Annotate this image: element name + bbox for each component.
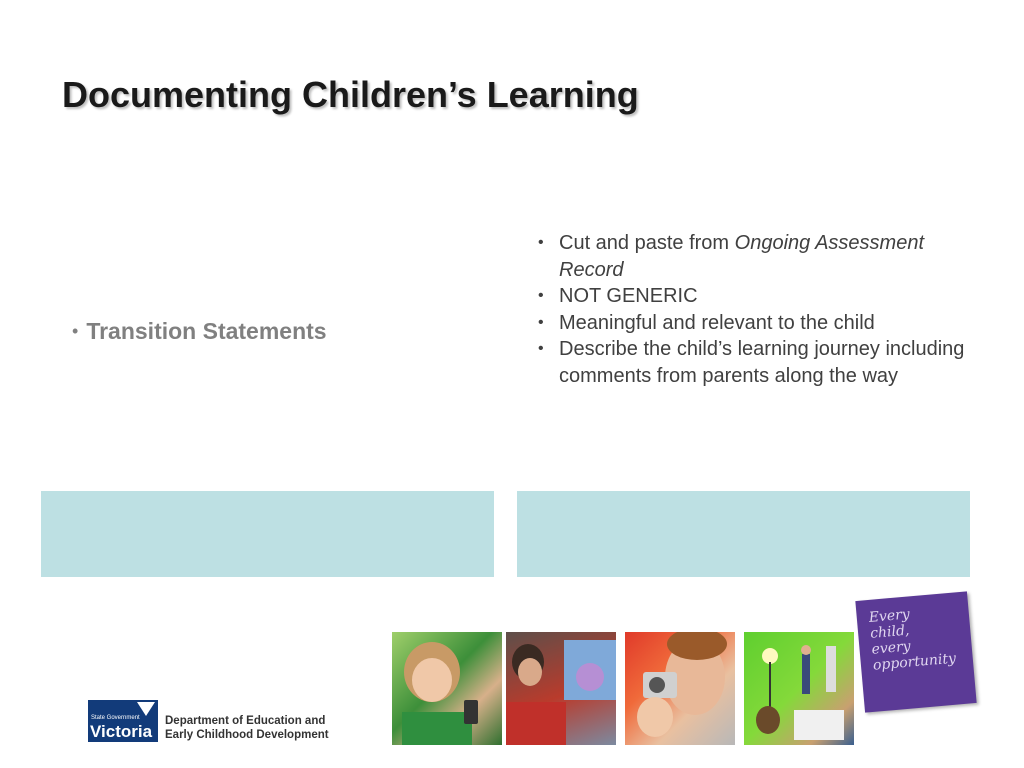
photo-green-screen-studio [744,632,854,745]
photo-green-screen-studio-art [744,632,854,745]
list-item: • NOT GENERIC [538,283,978,310]
emphasis-text: Ongoing Assessment Record [559,232,925,281]
list-item: • Cut and paste from Ongoing Assessment Record [538,230,978,283]
victoria-triangle-icon [137,702,155,716]
left-color-band [41,491,494,577]
left-bullet [72,318,327,345]
photo-boy-with-camera-art [625,632,735,745]
department-logo [88,700,329,744]
bullet-icon: • [72,321,79,341]
victoria-logo-box [88,700,158,742]
left-bullet-text: Transition Statements [86,318,327,344]
photo-boy-with-camera [625,632,735,745]
department-name [165,714,329,742]
department-line-2: Early Childhood Development [165,729,329,741]
right-bullet-list [538,230,978,389]
photo-girl-with-phone-art [392,632,502,745]
tagline-text: Every child, every opportunity [868,606,957,674]
slide-title: Documenting Children’s Learning [62,74,639,115]
right-color-band [517,491,970,577]
logo-big-text: Victoria [90,722,153,741]
logo-small-text: State Government [91,715,140,721]
photo-girl-with-phone [392,632,502,745]
tagline-badge [855,591,976,712]
department-line-1: Department of Education and [165,715,326,727]
list-item: • Meaningful and relevant to the child [538,310,978,337]
photo-classroom-whiteboard-art [506,632,616,745]
list-item: • Describe the child’s learning journey including comments from parents along the way [538,336,978,389]
photo-classroom-whiteboard [506,632,616,745]
